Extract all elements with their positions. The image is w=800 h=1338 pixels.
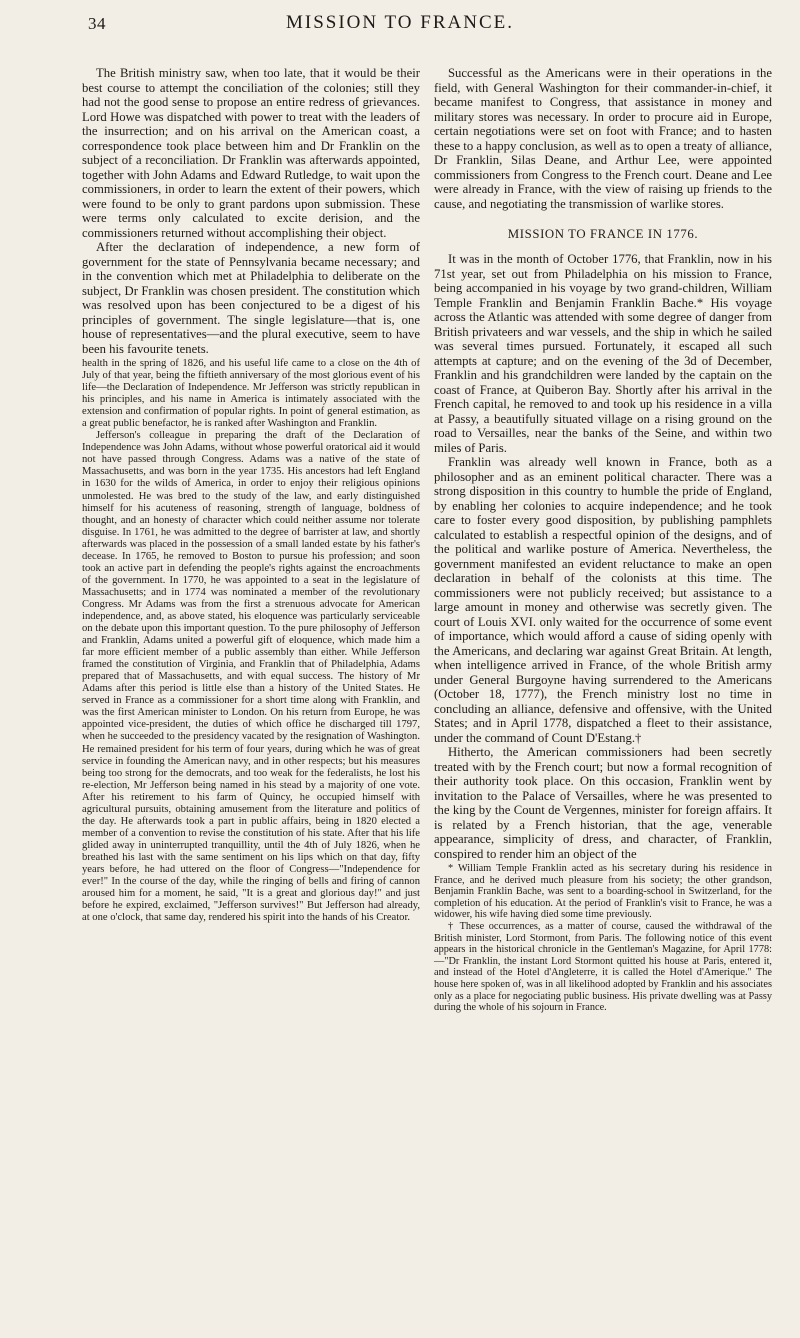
footnote-2: † These occurrences, as a matter of course, caused the withdrawal of the British minister, Lord Stormont, from Paris. The following notice of this event appears in the historical chronicle in the Gentleman's Magazine, for April 1778:—"Dr Franklin, the instant Lord Stormont quitted his house at Paris, entered it, and instead of the Hotel d'Angleterre, it is called the Hotel d'Amerique." The house here spoken of, was in all likelihood adopted by Franklin and his associates only as a place for negociating public business. His private dwelling was at Passy during the whole of his sojourn in France. <box>434 920 772 1014</box>
left-paragraph-1: The British ministry saw, when too late, that it would be their best course to attempt the conciliation of the colonies; still they had not the good sense to propose an entire redress of grievances. Lord Howe was dispatched with power to treat with the leaders of the insurrection; and on his arrival on the American coast, a correspondence took place between him and Dr Franklin on the subject of a reconciliation. Dr Franklin was afterwards appointed, together with John Adams and Edward Rutledge, to wait upon the commissioners, in order to learn the extent of their powers, which were found to be only to grant pardons upon submission. These were terms only calculated to excite derision, and the commissioners returned without accomplishing their object. <box>82 66 420 240</box>
running-title: MISSION TO FRANCE. <box>286 12 514 33</box>
page-number: 34 <box>88 14 106 33</box>
right-paragraph-2: Franklin was already well known in France, both as a philosopher and as an eminent political character. There was a strong disposition in this country to humble the pride of England, by enabling her colonies to acquire independence; and he took care to foster every good disposition, by publishing pamphlets calculated to establish a respectful opinion of the designs, and of the political and warlike posture of America. Nevertheless, the government manifested an evident reluctance to make an open declaration in behalf of the colonists at this time. The commissioners were not publicly received; but assistance to a large amount in money and otherwise was secretly given. The court of Louis XVI. only waited for the occurrence of some event of importance, which would afford a cause of siding openly with the Americans, and declaring war against Great Britain. At length, when intelligence arrived in France, of the whole British army under General Burgoyne having surrendered to the Americans (October 18, 1777), the French ministry lost no time in concluding an alliance, defensive and offensive, with the United States; and in April 1778, dispatched a fleet to their assistance, under the command of Count D'Estang.† <box>434 455 772 745</box>
left-column <box>82 66 420 924</box>
right-paragraph-1: It was in the month of October 1776, that Franklin, now in his 71st year, set out from Philadelphia on his mission to France, being accompanied in his voyage by two grand-children, William Temple Franklin and Benjamin Franklin Bache.* His voyage across the Atlantic was attended with some degree of danger from British privateers and war vessels, and the ship in which he sailed was several times pursued. Fortunately, it escaped all such attempts at capture; and on the evening of the 3d of December, Franklin and his grandchildren were landed by the captain on the coast of France, at Quiberon Bay. Shortly after his arrival in the French capital, he removed to and took up his residence in a villa at Passy, a beautifully situated village on a rising ground on the road to Versailles, near the banks of the Seine, and within two miles of Paris. <box>434 252 772 455</box>
right-column <box>434 66 772 1014</box>
left-paragraph-2: After the declaration of independence, a new form of government for the state of Pennsylvania became necessary; and in the convention which met at Philadelphia to deliberate on the subject, Dr Franklin was chosen president. The constitution which was resolved upon has been conjectured to be a digest of his principles of government. The single legislature—that is, one house of representatives—and the plural executive, seem to have been his favourite tenets. <box>82 240 420 356</box>
left-small-paragraph-2: Jefferson's colleague in preparing the draft of the Declaration of Independence was John Adams, without whose powerful oratorical aid it would not have passed through Congress. Adams was a native of the state of Massachusetts, and was born in the year 1735. His ancestors had left England in 1630 for the wilds of America, in order to enjoy their religious opinions unmolested. He was bred to the study of the law, and early distinguished himself for his acuteness of reasoning, strength of language, boldness of thought, and an honesty of character which could neither assume nor tolerate disguise. In 1761, he was admitted to the degree of barrister at law, and shortly afterwards was placed in the possession of a small landed estate by his father's decease. In 1765, he removed to Boston to pursue his profession; and soon took an active part in defending the people's rights against the encroachments of the government. In 1770, he was appointed to a seat in the legislature of Massachusetts; and in 1774 was nominated a member of the revolutionary Congress. Mr Adams was from the first a strenuous advocate for American independence, and, as above stated, his eloquence was particularly serviceable on the debate upon this important question. To the pure philosophy of Jefferson and Franklin, Adams united a powerful gift of eloquence, which made him a far more efficient member of a public assembly than either. While Jefferson framed the constitution of Virginia, and Franklin that of Philadelphia, Adams prepared that of Massachusetts, and with equal success. The history of Mr Adams after this period is little else than a history of the United States. He served in France as a commissioner for a short time along with Franklin, and was the first American minister to London. On his return from Europe, he was appointed vice-president, the duties of which office he discharged till 1797, when he succeeded to the presidency vacated by the resignation of Washington. He remained president for his term of four years, during which he was of great service in founding the American navy, and in other respects; but his measures being too strong for the democrats, and too weak for the federalists, he lost his re-election, Mr Jefferson being named in his stead by a majority of one vote. After his retirement to his farm of Quincy, he occupied himself with agricultural pursuits, obtaining amusement from the literature and politics of the day. He afterwards took a part in public affairs, being in 1820 elected a member of a convention to revise the constitution of his state. After that his life glided away in uninterrupted tranquillity, until the 4th of July 1826, when he breathed his last with the same sentiment on his lips which on that day, fifty years before, he had uttered on the floor of Congress—"Independence for ever!" In the course of the day, while the ringing of bells and firing of cannon aroused him for a moment, he said, "It is a great and glorious day!" and just before he expired, exclaimed, "Jefferson survives!" But Jefferson had already, at one o'clock, that same day, rendered his spirit into the hands of his Creator. <box>82 430 420 924</box>
right-intro-paragraph: Successful as the Americans were in their operations in the field, with General Washington for their commander-in-chief, it became manifest to Congress, that assistance in money and military stores was necessary. In order to procure aid in Europe, certain negotiations were set on foot with France; and to hasten these to a happy conclusion, as well as to open a treaty of alliance, Dr Franklin, Silas Deane, and Arthur Lee, were appointed commissioners from Congress to the French court. Deane and Lee were already in France, with the view of raising up friends to the cause, and negotiating the transmission of warlike stores. <box>434 66 772 211</box>
section-heading: MISSION TO FRANCE IN 1776. <box>507 227 699 241</box>
right-paragraph-3: Hitherto, the American commissioners had been secretly treated with by the French court; but now a formal recognition of their authority took place. On this occasion, Franklin went by invitation to the Palace of Versailles, where he was presented to the king by the Count de Vergennes, minister for foreign affairs. It is related by a French historian, that the age, venerable appearance, simplicity of dress, and character, of Franklin, conspired to render him an object of the <box>434 745 772 861</box>
footnote-1: * William Temple Franklin acted as his secretary during his residence in France, and he derived much pleasure from his society; the other grandson, Benjamin Franklin Bache, was sent to a boarding-school in Switzerland, for the completion of his education. At the period of Franklin's visit to France, he was a widower, his wife having died some time previously. <box>434 863 772 921</box>
left-small-paragraph-1: health in the spring of 1826, and his useful life came to a close on the 4th of July of that year, being the fiftieth anniversary of the most glorious event of his life—the Declaration of Independence. Mr Jefferson was strictly republican in his principles, and his name in America is intimately associated with the extension and confirmation of popular rights. In point of general estimation, as a great public benefactor, he is ranked after Washington and Franklin. <box>82 358 420 430</box>
